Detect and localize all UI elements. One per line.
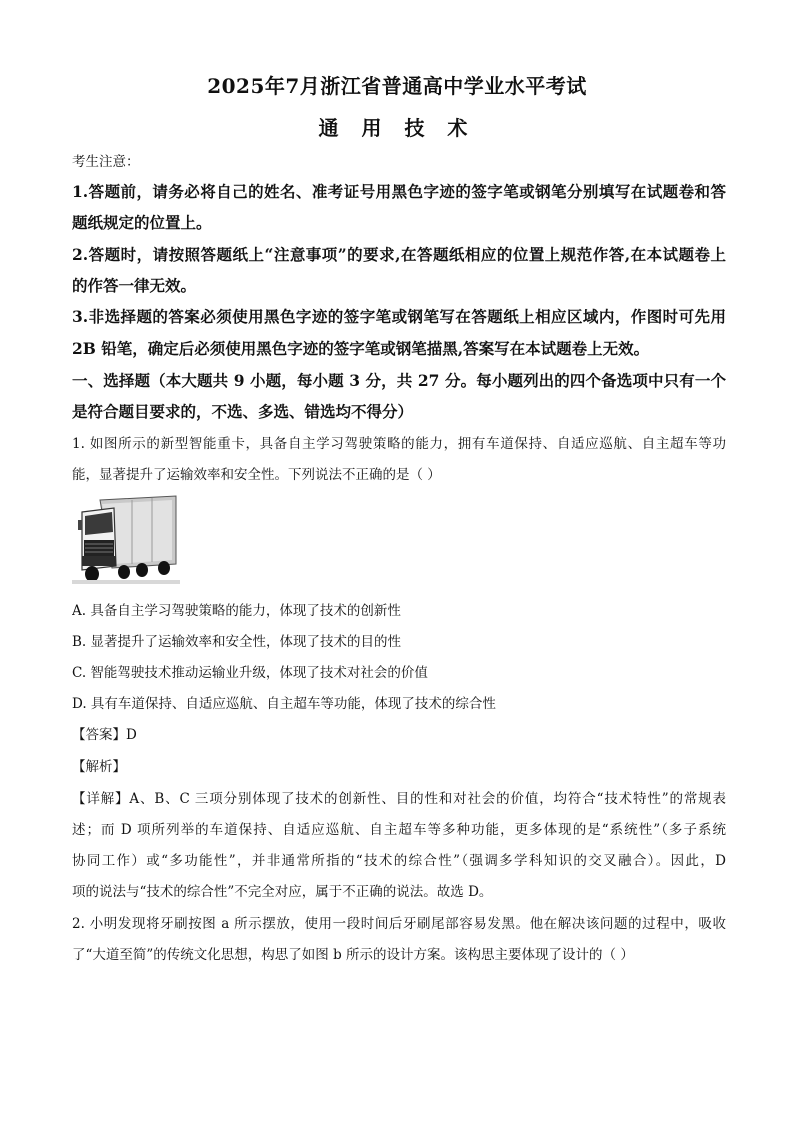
notice-3b: 2B 铅笔，确定后必须使用黑色字迹的签字笔或钢笔描黑,答案写在本试题卷上无效。: [72, 339, 650, 358]
q1-detail-a: [72, 787, 726, 807]
detail-tag: 【详解】: [72, 791, 130, 807]
notice-1a: 1.答题前，请务必将自己的姓名、准考证号用黑色字迹的签字笔或钢笔分别填写在试题卷和答: [72, 182, 726, 201]
notice-heading: 考生注意：: [72, 154, 140, 170]
q1-option-c: C. 智能驾驶技术推动运输业升级，体现了技术对社会的价值: [72, 665, 428, 681]
section-heading-a: 一、选择题（本大题共 9 小题，每小题 3 分，共 27 分。每小题列出的四个备选项中只有一个: [72, 371, 726, 390]
q1-option-b: B. 显著提升了运输效率和安全性，体现了技术的目的性: [72, 634, 402, 650]
q1-analysis-tag: 【解析】: [72, 759, 126, 775]
q2-stem-b: 了“大道至简”的传统文化思想，构思了如图 b 所示的设计方案。该构思主要体现了设计的（ ）: [72, 947, 634, 963]
notice-2a: 2.答题时，请按照答题纸上“注意事项”的要求,在答题纸相应的位置上规范作答,在本试题卷上: [72, 245, 726, 264]
notice-1b: 题纸规定的位置上。: [72, 213, 212, 232]
notice-3a: 3.非选择题的答案必须使用黑色字迹的签字笔或钢笔写在答题纸上相应区域内，作图时可先用: [72, 307, 726, 326]
exam-title: 2025年7月浙江省普通高中学业水平考试: [207, 74, 587, 98]
answer-tag: 【答案】: [72, 727, 126, 743]
q1-detail-d: 项的说法与“技术的综合性”不完全对应，属于不正确的说法。故选 D。: [72, 884, 493, 900]
q1-option-a: A. 具备自主学习驾驶策略的能力，体现了技术的创新性: [72, 603, 401, 619]
subject-title: 通 用 技 术: [318, 116, 476, 140]
section-heading-b: 是符合题目要求的，不选、多选、错选均不得分）: [72, 402, 414, 421]
detail-text-a: A、B、C 三项分别体现了技术的创新性、目的性和对社会的价值，均符合“技术特性”的常规表: [129, 791, 726, 807]
q1-option-d: D. 具有车道保持、自适应巡航、自主超车等功能，体现了技术的综合性: [72, 696, 496, 712]
q1-answer-line: [72, 723, 726, 743]
q2-stem-a: 2. 小明发现将牙刷按图 a 所示摆放，使用一段时间后牙刷尾部容易发黑。他在解决该问题的过程中，吸收: [72, 916, 726, 932]
q1-stem-b: 能，显著提升了运输效率和安全性。下列说法不正确的是（ ）: [72, 467, 441, 483]
q1-detail-b: 述；而 D 项所列举的车道保持、自适应巡航、自主超车等多种功能，更多体现的是“系统性”（多子系统: [72, 822, 726, 838]
notice-2b: 的作答一律无效。: [72, 276, 197, 295]
truck-image: [72, 494, 180, 586]
q1-detail-c: 协同工作）或“多功能性”，并非通常所指的“技术的综合性”（强调多学科知识的交叉融合）。因此，D: [72, 853, 726, 869]
answer-value: D: [126, 727, 137, 743]
q1-stem-a: 1. 如图所示的新型智能重卡，具备自主学习驾驶策略的能力，拥有车道保持、自适应巡航、自主超车等功: [72, 436, 726, 452]
